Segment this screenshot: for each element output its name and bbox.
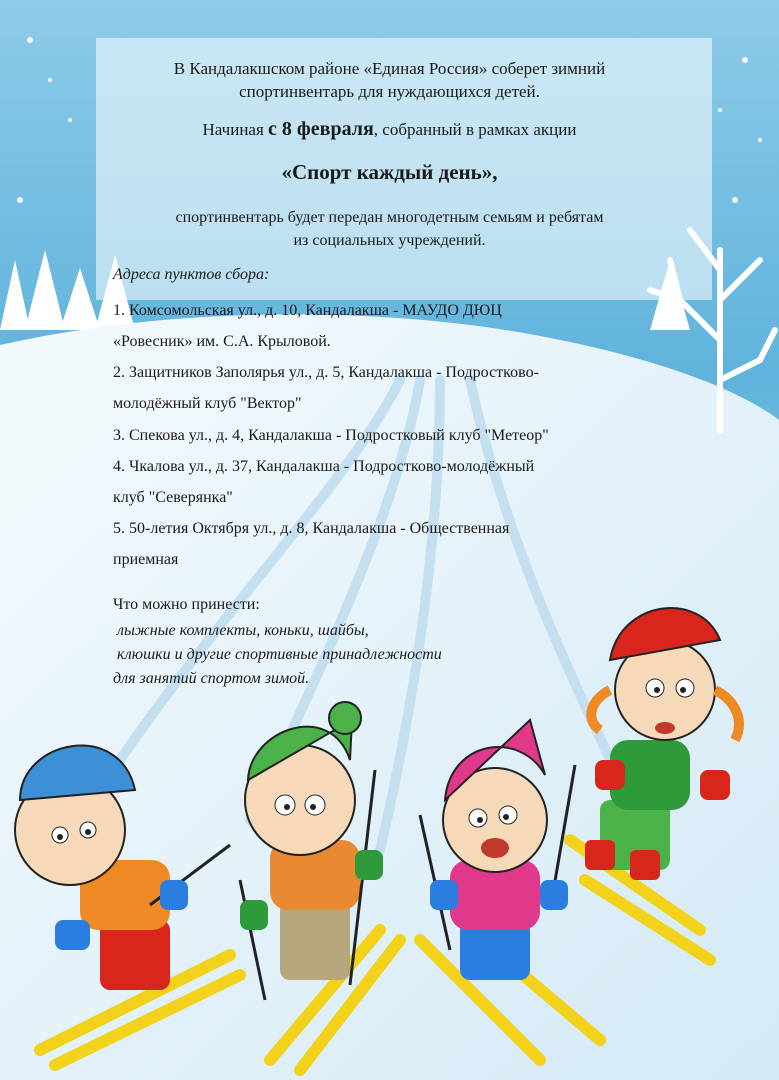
bring-line-1: лыжные комплекты, коньки, шайбы, [113, 622, 369, 639]
address-5-line-2: приемная [113, 551, 179, 568]
address-1-line-1: 1. Комсомольская ул., д. 10, Кандалакша - МАУДО ДЮЦ [113, 302, 502, 319]
bring-line-2: клюшки и другие спортивные принадлежности [113, 646, 442, 663]
transfer-line-1: спортинвентарь будет передан многодетным семьям и ребятам [175, 209, 604, 226]
address-item [113, 420, 549, 451]
address-item [113, 295, 502, 357]
intro-line-1: В Кандалакшском районе «Единая Россия» соберет зимний [173, 59, 606, 78]
bring-line-3: для занятий спортом зимой. [113, 670, 310, 687]
address-2-line-1: 2. Защитников Заполярья ул., д. 5, Кандалакша - Подростково- [113, 364, 539, 381]
transfer-line-2: из социальных учреждений. [293, 232, 486, 249]
start-date: с 8 февраля [268, 118, 374, 140]
address-4-line-2: клуб "Северянка" [113, 489, 233, 506]
transfer-text [0, 206, 779, 252]
address-2-line-2: молодёжный клуб "Вектор" [113, 395, 302, 412]
intro-line-2: спортинвентарь для нуждающихся детей. [239, 82, 540, 101]
addresses-heading: Адреса пунктов сбора: [113, 266, 270, 283]
bring-list [113, 619, 442, 691]
address-item [113, 357, 539, 419]
address-4-line-1: 4. Чкалова ул., д. 37, Кандалакша - Подростково-молодёжный [113, 458, 535, 475]
address-item [113, 451, 534, 513]
address-item [113, 513, 509, 575]
start-prefix: Начиная [202, 120, 264, 139]
address-3-line-1: 3. Спекова ул., д. 4, Кандалакша - Подростковый клуб "Метеор" [113, 427, 549, 444]
address-5-line-1: 5. 50-летия Октября ул., д. 8, Кандалакша - Общественная [113, 520, 510, 537]
bring-heading: Что можно принести: [113, 596, 260, 613]
action-name: «Спорт каждый день», [281, 160, 498, 184]
intro-text [0, 57, 779, 103]
start-suffix: , собранный в рамках акции [373, 120, 577, 139]
address-1-line-2: «Ровесник» им. С.А. Крыловой. [113, 333, 331, 350]
start-line [0, 118, 779, 141]
